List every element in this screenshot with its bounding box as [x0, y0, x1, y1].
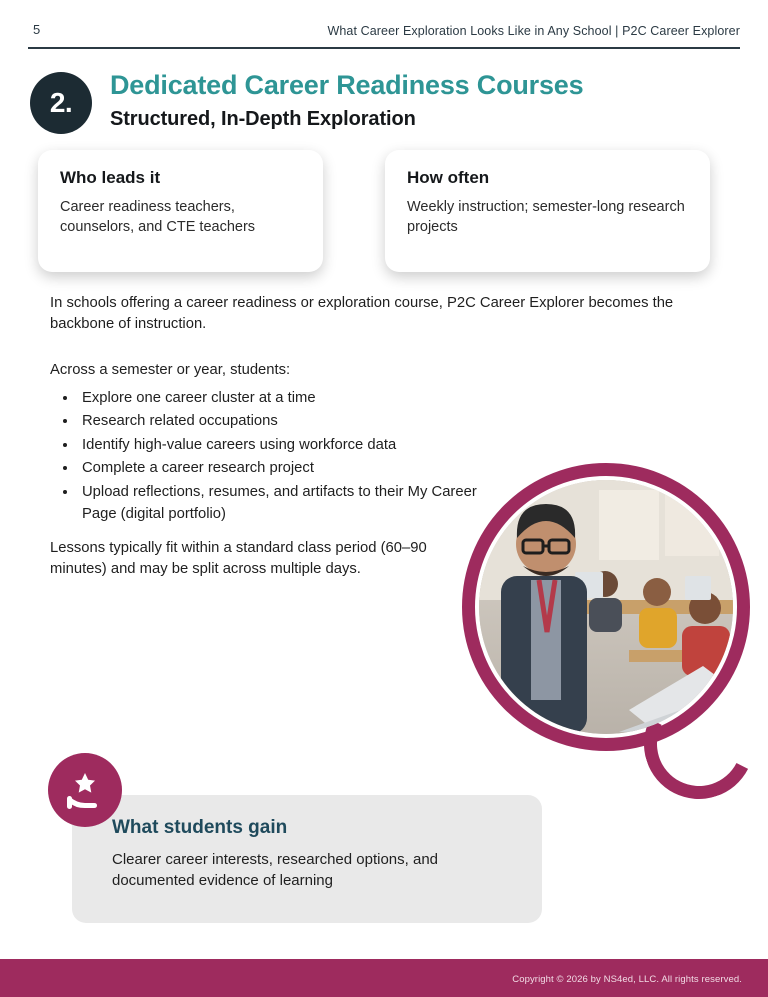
list-item: • Complete a career research project [78, 457, 498, 479]
info-card-who-leads-it [38, 150, 323, 272]
section-number-badge: 2. [30, 72, 92, 134]
list-item: • Upload reflections, resumes, and artifacts to their My Career Page (digital portfolio) [78, 481, 498, 526]
header-divider [28, 47, 740, 49]
what-students-gain-panel [72, 795, 542, 923]
lead-in-text: Across a semester or year, students: [50, 362, 291, 378]
classroom-photo [479, 480, 733, 734]
gain-title: What students gain [112, 817, 288, 838]
gain-body: Clearer career interests, researched options, and documented evidence of learning [112, 851, 439, 889]
header-title: What Career Exploration Looks Like in Any School | P2C Career Explorer [327, 24, 740, 38]
list-item: • Explore one career cluster at a time [78, 387, 498, 409]
copyright-text: Copyright © 2026 by NS4ed, LLC. All rights reserved. [512, 974, 742, 985]
bullet-list [50, 387, 498, 527]
section-title: Dedicated Career Readiness Courses [110, 70, 584, 100]
card-body: Weekly instruction; semester-long research projects [407, 199, 685, 235]
card-body: Career readiness teachers, counselors, and CTE teachers [60, 199, 256, 235]
intro-paragraph: In schools offering a career readiness or exploration course, P2C Career Explorer becomes the backbone of instruction. [50, 295, 674, 333]
section-subtitle: Structured, In-Depth Exploration [110, 108, 416, 130]
hand-with-star-icon [48, 753, 122, 827]
info-card-how-often [385, 150, 710, 272]
card-title: Who leads it [60, 168, 161, 187]
list-item: • Identify high-value careers using workforce data [78, 434, 498, 456]
closing-paragraph: Lessons typically fit within a standard class period (60–90 minutes) and may be split across multiple days. [50, 540, 427, 578]
page-number: 5 [33, 22, 41, 37]
photo-figure [462, 463, 758, 803]
card-title: How often [407, 168, 490, 187]
list-item: • Research related occupations [78, 410, 498, 432]
